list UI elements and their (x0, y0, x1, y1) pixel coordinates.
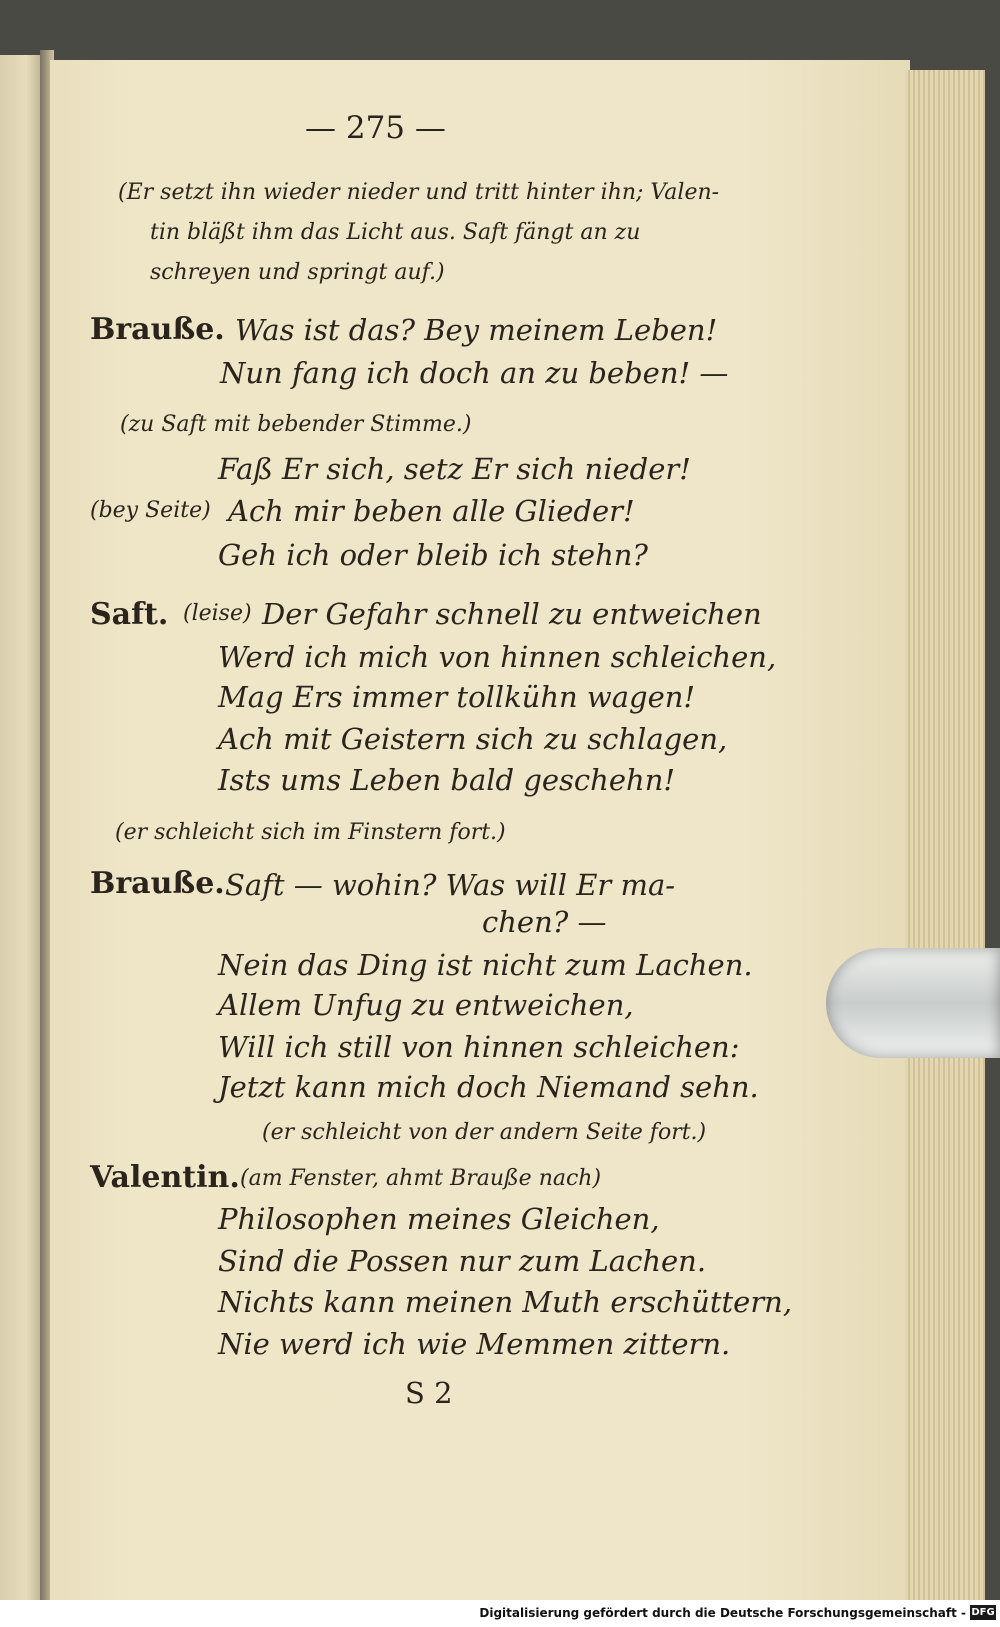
left-page-edge (0, 55, 44, 1600)
verse-line: Ach mit Geistern sich zu schlagen, (218, 722, 728, 756)
page-number: — 275 — (305, 110, 446, 146)
verse-line: Nun fang ich doch an zu beben! — (220, 356, 729, 390)
dfg-logo: DFG (971, 1607, 995, 1618)
verse-line: Saft — wohin? Was will Er ma- (225, 868, 676, 902)
verse-line: Ach mir beben alle Glieder! (228, 494, 635, 528)
verse-line: Werd ich mich von hinnen schleichen, (218, 640, 777, 674)
stage-direction: (leise) (183, 601, 252, 626)
verse-line: Allem Unfug zu entweichen, (218, 988, 634, 1022)
speaker-name: Valentin. (90, 1160, 240, 1195)
stage-direction: (er schleicht sich im Finstern fort.) (115, 820, 506, 845)
verse-line: Faß Er sich, setz Er sich nieder! (218, 452, 691, 486)
verse-line: Will ich still von hinnen schleichen: (218, 1030, 740, 1064)
verse-line: Sind die Possen nur zum Lachen. (218, 1244, 707, 1278)
verse-line: Der Gefahr schnell zu entweichen (262, 597, 762, 631)
verse-line: Nichts kann meinen Muth erschüttern, (218, 1285, 793, 1319)
speaker-name: Brauße. (90, 312, 225, 347)
page-stack-edge (905, 70, 985, 1600)
stage-direction: (zu Saft mit bebender Stimme.) (120, 412, 472, 437)
stage-direction: (bey Seite) (90, 498, 211, 523)
verse-line: Jetzt kann mich doch Niemand sehn. (218, 1070, 759, 1104)
verse-line: chen? — (482, 905, 607, 939)
verse-line: Ists ums Leben bald geschehn! (218, 763, 676, 797)
speaker-name: Saft. (90, 597, 169, 632)
speaker-name: Brauße. (90, 866, 225, 901)
digitization-footer (0, 1600, 1000, 1627)
verse-line: Mag Ers immer tollkühn wagen! (218, 680, 696, 714)
page-holder-clip (826, 948, 1000, 1058)
verse-line: Geh ich oder bleib ich stehn? (218, 538, 648, 572)
funding-credit: Digitalisierung gefördert durch die Deutsche Forschungsgemeinschaft - (479, 1606, 966, 1620)
verse-line: Was ist das? Bey meinem Leben! (235, 313, 718, 347)
stage-direction: (er schleicht von der andern Seite fort.) (262, 1120, 707, 1145)
signature-mark: S 2 (405, 1376, 453, 1410)
verse-line: Nein das Ding ist nicht zum Lachen. (218, 948, 753, 982)
stage-direction: schreyen und springt auf.) (150, 260, 445, 285)
stage-direction: (Er setzt ihn wieder nieder und tritt hinter ihn; Valen- (118, 180, 720, 205)
stage-direction: tin bläßt ihm das Licht aus. Saft fängt an zu (150, 220, 641, 245)
verse-line: Philosophen meines Gleichen, (218, 1202, 660, 1236)
stage-direction: (am Fenster, ahmt Brauße nach) (240, 1166, 602, 1191)
verse-line: Nie werd ich wie Memmen zittern. (218, 1327, 731, 1361)
